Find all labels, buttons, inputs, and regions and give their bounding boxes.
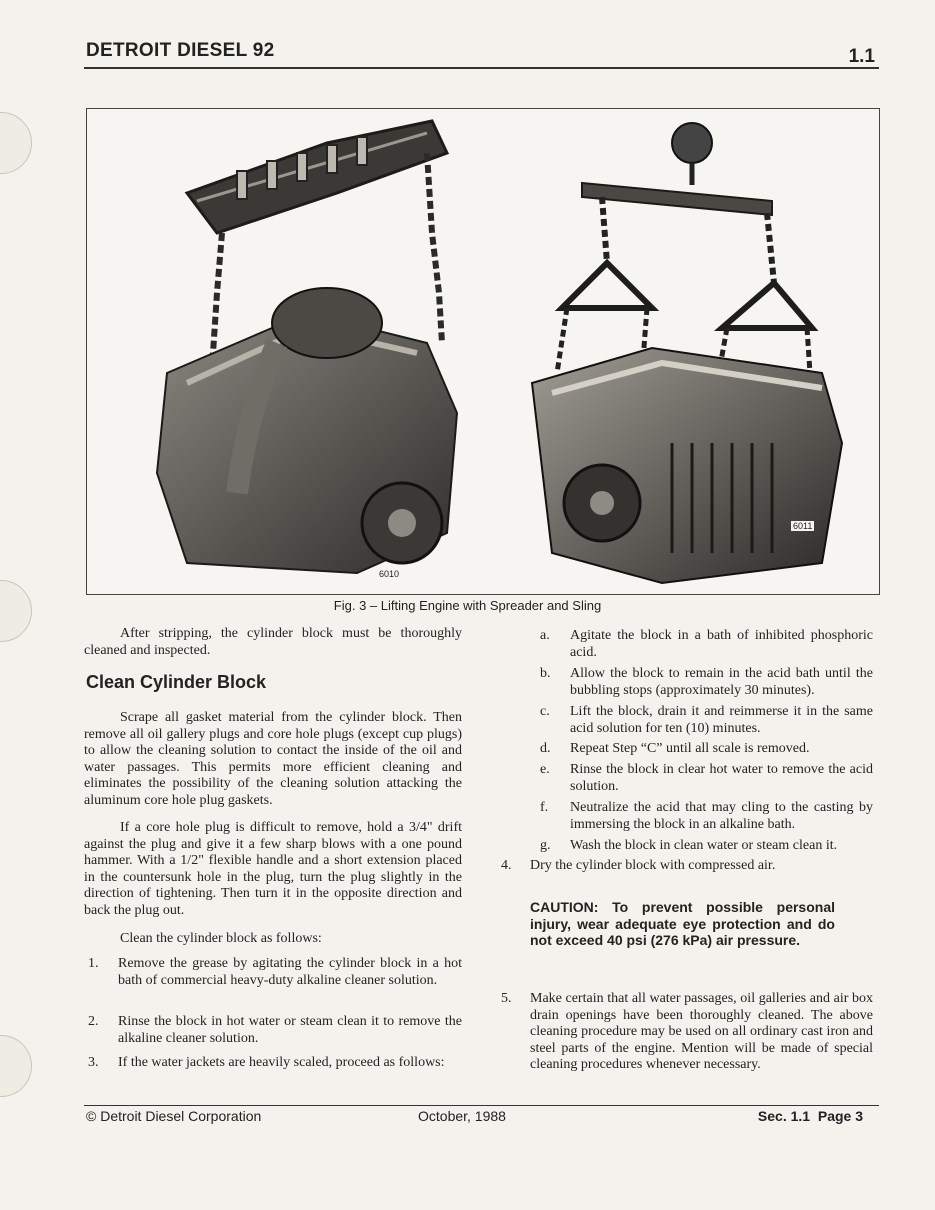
section-heading: Clean Cylinder Block	[86, 672, 267, 692]
substep-e-letter: e.	[540, 762, 550, 777]
substep-g-letter: g.	[540, 838, 551, 853]
step-1-text: Remove the grease by agitating the cylinder block in a hot bath of commercial heavy-duty alkaline cleaner solution.	[118, 956, 462, 988]
step-5-number: 5.	[501, 991, 512, 1006]
step-3-text: If the water jackets are heavily scaled, proceed as follows:	[118, 1055, 445, 1070]
caution-notice: CAUTION: To prevent possible personal injury, wear adequate eye protection and do not exceed 40 psi (276 kPa) air pressure.	[530, 899, 835, 948]
step-2-text: Rinse the block in hot water or steam clean it to remove the alkaline cleaner solution.	[118, 1014, 462, 1046]
substep-b-letter: b.	[540, 666, 551, 681]
document-title: DETROIT DIESEL 92	[86, 40, 275, 61]
photo-number-left: 6010	[379, 569, 400, 579]
paragraph-scrape: Scrape all gasket material from the cylinder block. Then remove all oil gallery plugs and core hole plugs (except cup plugs) to allow the cleaning solution to contact the inside of the oil and water passages. This permits more efficient cleaning and eliminates the possibility of the cleaning solution attacking the aluminum core hole plug gaskets.	[84, 710, 462, 808]
substep-e-text: Rinse the block in clear hot water to remove the acid solution.	[570, 762, 873, 794]
step-5-text: Make certain that all water passages, oil galleries and air box drain openings have been thoroughly cleaned. The above cleaning procedure may be used on all ordinary cast iron and steel parts of the engine. Mention will be made of special cleaning procedures whenever necessary.	[530, 991, 873, 1072]
punch-hole-bottom	[0, 1035, 32, 1097]
substep-f-text: Neutralize the acid that may cling to the casting by immersing the block in an alkaline bath.	[570, 800, 873, 832]
substep-c-letter: c.	[540, 704, 550, 719]
paragraph-core-plug: If a core hole plug is difficult to remove, hold a 3/4" drift against the plug and give it a few sharp blows with a one pound hammer. With a 1/2" flexible handle and a short extension placed in the countersunk hole in the plug, turn the plug slightly in the direction of tightening. Then turn it in the opposite direction and back the plug out.	[84, 820, 462, 918]
footer-rule	[84, 1105, 879, 1106]
figure-frame	[86, 108, 880, 595]
engine-photo-left	[127, 113, 487, 589]
footer-copyright: © Detroit Diesel Corporation	[86, 1108, 262, 1124]
step-4-text: Dry the cylinder block with compressed air.	[530, 858, 776, 873]
figure-caption: Fig. 3 – Lifting Engine with Spreader and Sling	[333, 598, 602, 613]
paragraph-clean-intro: Clean the cylinder block as follows:	[120, 931, 322, 946]
footer-page: Sec. 1.1 Page 3	[757, 1108, 863, 1124]
substep-d-letter: d.	[540, 741, 551, 756]
step-2-number: 2.	[88, 1014, 99, 1029]
substep-a-letter: a.	[540, 628, 550, 643]
substep-d-text: Repeat Step “C” until all scale is removed.	[570, 741, 810, 756]
footer-date: October, 1988	[418, 1108, 506, 1124]
step-4-number: 4.	[501, 858, 512, 873]
punch-hole-top	[0, 112, 32, 174]
substep-a-text: Agitate the block in a bath of inhibited phosphoric acid.	[570, 628, 873, 660]
step-3-number: 3.	[88, 1055, 99, 1070]
header-rule	[84, 67, 879, 69]
substep-g-text: Wash the block in clean water or steam clean it.	[570, 838, 838, 853]
substep-c-text: Lift the block, drain it and reimmerse it in the same acid solution for ten (10) minutes.	[570, 704, 873, 736]
substep-f-letter: f.	[540, 800, 549, 815]
photo-number-right: 6011	[793, 521, 813, 531]
step-1-number: 1.	[88, 956, 99, 971]
section-number: 1.1	[848, 46, 875, 67]
substep-b-text: Allow the block to remain in the acid bath until the bubbling stops (approximately 30 minutes).	[570, 666, 873, 698]
intro-paragraph: After stripping, the cylinder block must be thoroughly cleaned and inspected.	[84, 626, 462, 658]
engine-photo-right	[512, 113, 874, 589]
